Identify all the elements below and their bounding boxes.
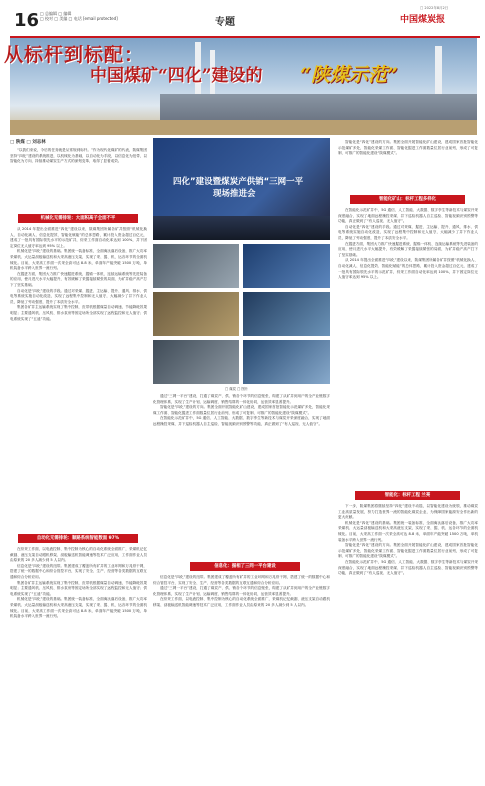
mine-photo — [153, 292, 239, 336]
paragraph: 智能化是“四化”建设的方向。集团全面开展智能化矿山建设，建成国家首批智能化示范煤矿多处，智能化采煤工作面、智能化掘进工作面数量位居行业前列，形成了可复制、可推广的智能化建设“陕煤模式”。 — [153, 405, 330, 415]
header-meta-line2: □ 校对 □ 美编 □ 电话 [email protected] — [40, 16, 118, 21]
article-column-2 — [153, 394, 330, 558]
section-title-3: 信息化：掘相了三同一平台建设 — [190, 562, 300, 571]
paragraph: 自动化是“四化”建设的手段。通过对采煤、掘进、主运输、提升、通风、排水、供电等系统实施自动化改造，实现了远程集中控制和无人值守，大幅减少了井下作业人员，降低了劳动强度，提升了本质安全水平。 — [338, 224, 478, 240]
section-title-5: 智能化：标杆工程 兰亮 — [355, 491, 460, 500]
paragraph: 下一步，陕煤集团将继续坚持“四化”建设不动摇，以智能化建设为统领，推动煤炭工业高质量发展，努力打造世界一流的智能化煤炭企业，为保障国家能源安全作出新的更大贡献。 — [338, 504, 478, 520]
article-column-2b — [153, 575, 330, 783]
ground — [10, 120, 477, 135]
issue-date: □ 2022年8月2日 — [420, 6, 449, 10]
mine-photo — [153, 244, 239, 288]
conference-title-line2: 现场推进会 — [213, 189, 256, 199]
paragraph: 机械化是“四化”建设的基础。集团统一装备标准，全面淘汰落后设备，推广大功率采煤机、大运量刮板输送机和大采高液压支架，实现了采、掘、机、运各环节的全面机械化。目前，大采高工作面一次采全高可达 8.8 米，单面年产能突破 1500 万吨，单机装备水平跨入世界一流行列。 — [338, 520, 478, 542]
mine-photo — [153, 340, 239, 384]
paragraph: 机械化是“四化”建设的基础。集团统一装备标准，全面淘汰落后设备，推广大功率采煤机、大运量刮板输送机和大采高液压支架，实现了采、掘、机、运各环节的全面机械化。目前，大采高工作面一次采全高可达 8.8 米，单面年产能突破 1500 万吨，单机装备水平跨入世界一流行列。 — [10, 249, 147, 271]
headline-line3: “陕煤示范” — [300, 64, 398, 86]
headline-line1: 从标杆到标配： — [4, 44, 145, 66]
paragraph: 机械化是“四化”建设的基础。集团统一装备标准，全面淘汰落后设备，推广大功率采煤机、大运量刮板输送机和大采高液压支架，实现了采、掘、机、运各环节的全面机械化。目前，大采高工作面一次采全高可达 8.8 米，单面年产能突破 1500 万吨，单机装备水平跨入世界一流行列。 — [10, 597, 147, 619]
section-title-2: 自动化无需排轮：顺路系统智能数面 97% — [18, 534, 138, 543]
paragraph: 从 2014 年提出全面推进“四化”建设以来，陕煤集团所属各矿井按照“机械化换人、自动化减人、信息化提效、智能化赋能”的总体思路，累计投入资金超过百亿元，建成了一批具有国际领先水平的示范矿井，综采工作面自动化率达到 100%，井下固定岗位无人值守率达到 95% 以上。 — [338, 258, 478, 280]
control-room-photo — [243, 340, 330, 384]
paragraph: 自动化是“四化”建设的手段。通过对采煤、掘进、主运输、提升、通风、排水、供电等系统实施自动化改造，实现了远程集中控制和无人值守，大幅减少了井下作业人员，降低了劳动强度，提升了本质安全水平。 — [10, 288, 147, 304]
article-column-3b — [338, 208, 478, 486]
paragraph: 在掘进方面，集团大力推广快速掘进系统，掘锚一体机、连续运输系统等先进装备的应用，使月进尺水平大幅提升，有效缓解了采掘接续紧张的局面，为矿井稳产高产打下了坚实基础。 — [338, 241, 478, 257]
conference-photo — [153, 138, 330, 240]
paragraph: 信息化是“四化”建设的纽带。集团建成了覆盖所有矿井的工业环网和万兆骨干网，搭建了统一的数据中心和综合管控平台，实现了安全、生产、经营等各类数据的互联互通和综合分析应用。 — [153, 575, 330, 585]
conference-title-line1: 四化”建设暨煤炭产供销“三网一平 — [173, 177, 304, 187]
paragraph: 智能化是“四化”建设的方向。集团全面开展智能化矿山建设，建成国家首批智能化示范煤矿多处，智能化采煤工作面、智能化掘进工作面数量位居行业前列，形成了可复制、可推广的智能化建设“陕煤模式”。 — [338, 543, 478, 559]
article-column-1b — [10, 227, 147, 529]
control-room-photo — [243, 244, 330, 288]
paragraph: 通过“三网一平台”建设，打通了煤炭产、供、销各个环节的信息壁垒，构建了从矿井到用户的全产业链数字化管理体系，实现了生产计划、运输调度、销售结算的一体化协同，运营效率显著提升。 — [153, 394, 330, 404]
paragraph: 集团各矿井主运输系统实现了集中控制，皮带机根据煤量自动调速，节能降耗效果明显；主要通风机、压风机、排水泵房等固定场所全部实现了远程监控和无人值守；供电系统实现了“五遥”功能。 — [10, 580, 147, 596]
paragraph: 在智能化示范矿井中，5G 通信、人工智能、大数据、数字孪生等新技术与煤炭开采深度融合，实现了地面远程操控采煤、井下巡检机器人自主巡检、智能视频识别预警等功能，真正做到了“有人巡视、无人值守”。 — [338, 559, 478, 576]
headline-line2: 中国煤矿“四化”建设的 — [90, 66, 263, 86]
section-title-1: 机械化无需排轮：大面积高子全面不平 — [18, 214, 138, 223]
section-name: 专题 — [215, 17, 235, 28]
paragraph: 在综采工作面，以电液控制、集中控制为核心的自动化系统全面推广，采煤机记忆截割、液压支架自动跟机移架、刮板输送机智能调速等技术广泛应用，工作面作业人员由原来的 20 多人减少到 5 人以内。 — [153, 597, 330, 607]
paragraph: 从 2014 年提出全面推进“四化”建设以来，陕煤集团所属各矿井按照“机械化换人、自动化减人、信息化提效、智能化赋能”的总体思路，累计投入资金超过百亿元，建成了一批具有国际领先水平的示范矿井，综采工作面自动化率达到 100%，井下固定岗位无人值守率达到 95% 以上。 — [10, 227, 147, 248]
article-column-3 — [338, 140, 478, 190]
intro-paragraph: “以我们来说，今后的任务就是从常规到标杆。”作为现代化煤矿的代表，陕煤集团坚持“四化”建设的系统推进，以机械化为基础，以自动化为手段，以信息化为纽带，以智能化为方向，持续推动煤炭生产方式的深刻变革，取得了显著成效。 — [10, 148, 147, 164]
article-column-1c — [10, 547, 147, 783]
paragraph: 信息化是“四化”建设的纽带。集团建成了覆盖所有矿井的工业环网和万兆骨干网，搭建了统一的数据中心和综合管控平台，实现了安全、生产、经营等各类数据的互联互通和综合分析应用。 — [10, 563, 147, 579]
byline: □ 陕煤 □ 刘志林 — [10, 140, 46, 145]
paragraph: 在智能化示范矿井中，5G 通信、人工智能、大数据、数字孪生等新技术与煤炭开采深度融合，实现了地面远程操控采煤、井下巡检机器人自主巡检、智能视频识别预警等功能，真正做到了“有人巡视、无人值守”。 — [338, 208, 478, 224]
page-number: 16 — [14, 10, 40, 31]
newspaper-logo: 中国煤炭报 — [400, 15, 446, 25]
paragraph: 在掘进方面，集团大力推广快速掘进系统，掘锚一体机、连续运输系统等先进装备的应用，使月进尺水平大幅提升，有效缓解了采掘接续紧张的局面，为矿井稳产高产打下了坚实基础。 — [10, 271, 147, 287]
conference-banner-text — [173, 176, 303, 200]
paragraph: 通过“三网一平台”建设，打通了煤炭产、供、销各个环节的信息壁垒，构建了从矿井到用户的全产业链数字化管理体系，实现了生产计划、运输调度、销售结算的一体化协同，运营效率显著提升。 — [153, 586, 330, 596]
article-column-3c — [338, 504, 478, 783]
header-meta-line1: □ 总编辑 □ 编辑 — [40, 11, 72, 16]
article-column-1 — [10, 148, 147, 204]
photo-grid — [153, 244, 330, 384]
paragraph: 在综采工作面，以电液控制、集中控制为核心的自动化系统全面推广，采煤机记忆截割、液压支架自动跟机移架、刮板输送机智能调速等技术广泛应用，工作面作业人员由原来的 20 多人减少到 5 人以内。 — [10, 547, 147, 563]
plant-buildings — [160, 94, 477, 122]
paragraph: 集团各矿井主运输系统实现了集中控制，皮带机根据煤量自动调速，节能降耗效果明显；主要通风机、压风机、排水泵房等固定场所全部实现了远程监控和无人值守；供电系统实现了“五遥”功能。 — [10, 305, 147, 321]
audience — [153, 216, 330, 240]
control-room-photo — [243, 292, 330, 336]
section-title-4: 智能化矿山：标杆工程多样化 — [350, 195, 465, 204]
paragraph: 智能化是“四化”建设的方向。集团全面开展智能化矿山建设，建成国家首批智能化示范煤矿多处，智能化采煤工作面、智能化掘进工作面数量位居行业前列，形成了可复制、可推广的智能化建设“陕煤模式”。 — [338, 140, 478, 156]
photo-caption: □ 煤炭 □ 图片 — [225, 387, 249, 391]
header-meta — [40, 11, 170, 21]
paragraph: 在智能化示范矿井中，5G 通信、人工智能、大数据、数字孪生等新技术与煤炭开采深度融合，实现了地面远程操控采煤、井下巡检机器人自主巡检、智能视频识别预警等功能，真正做到了“有人巡视、无人值守”。 — [153, 416, 330, 426]
